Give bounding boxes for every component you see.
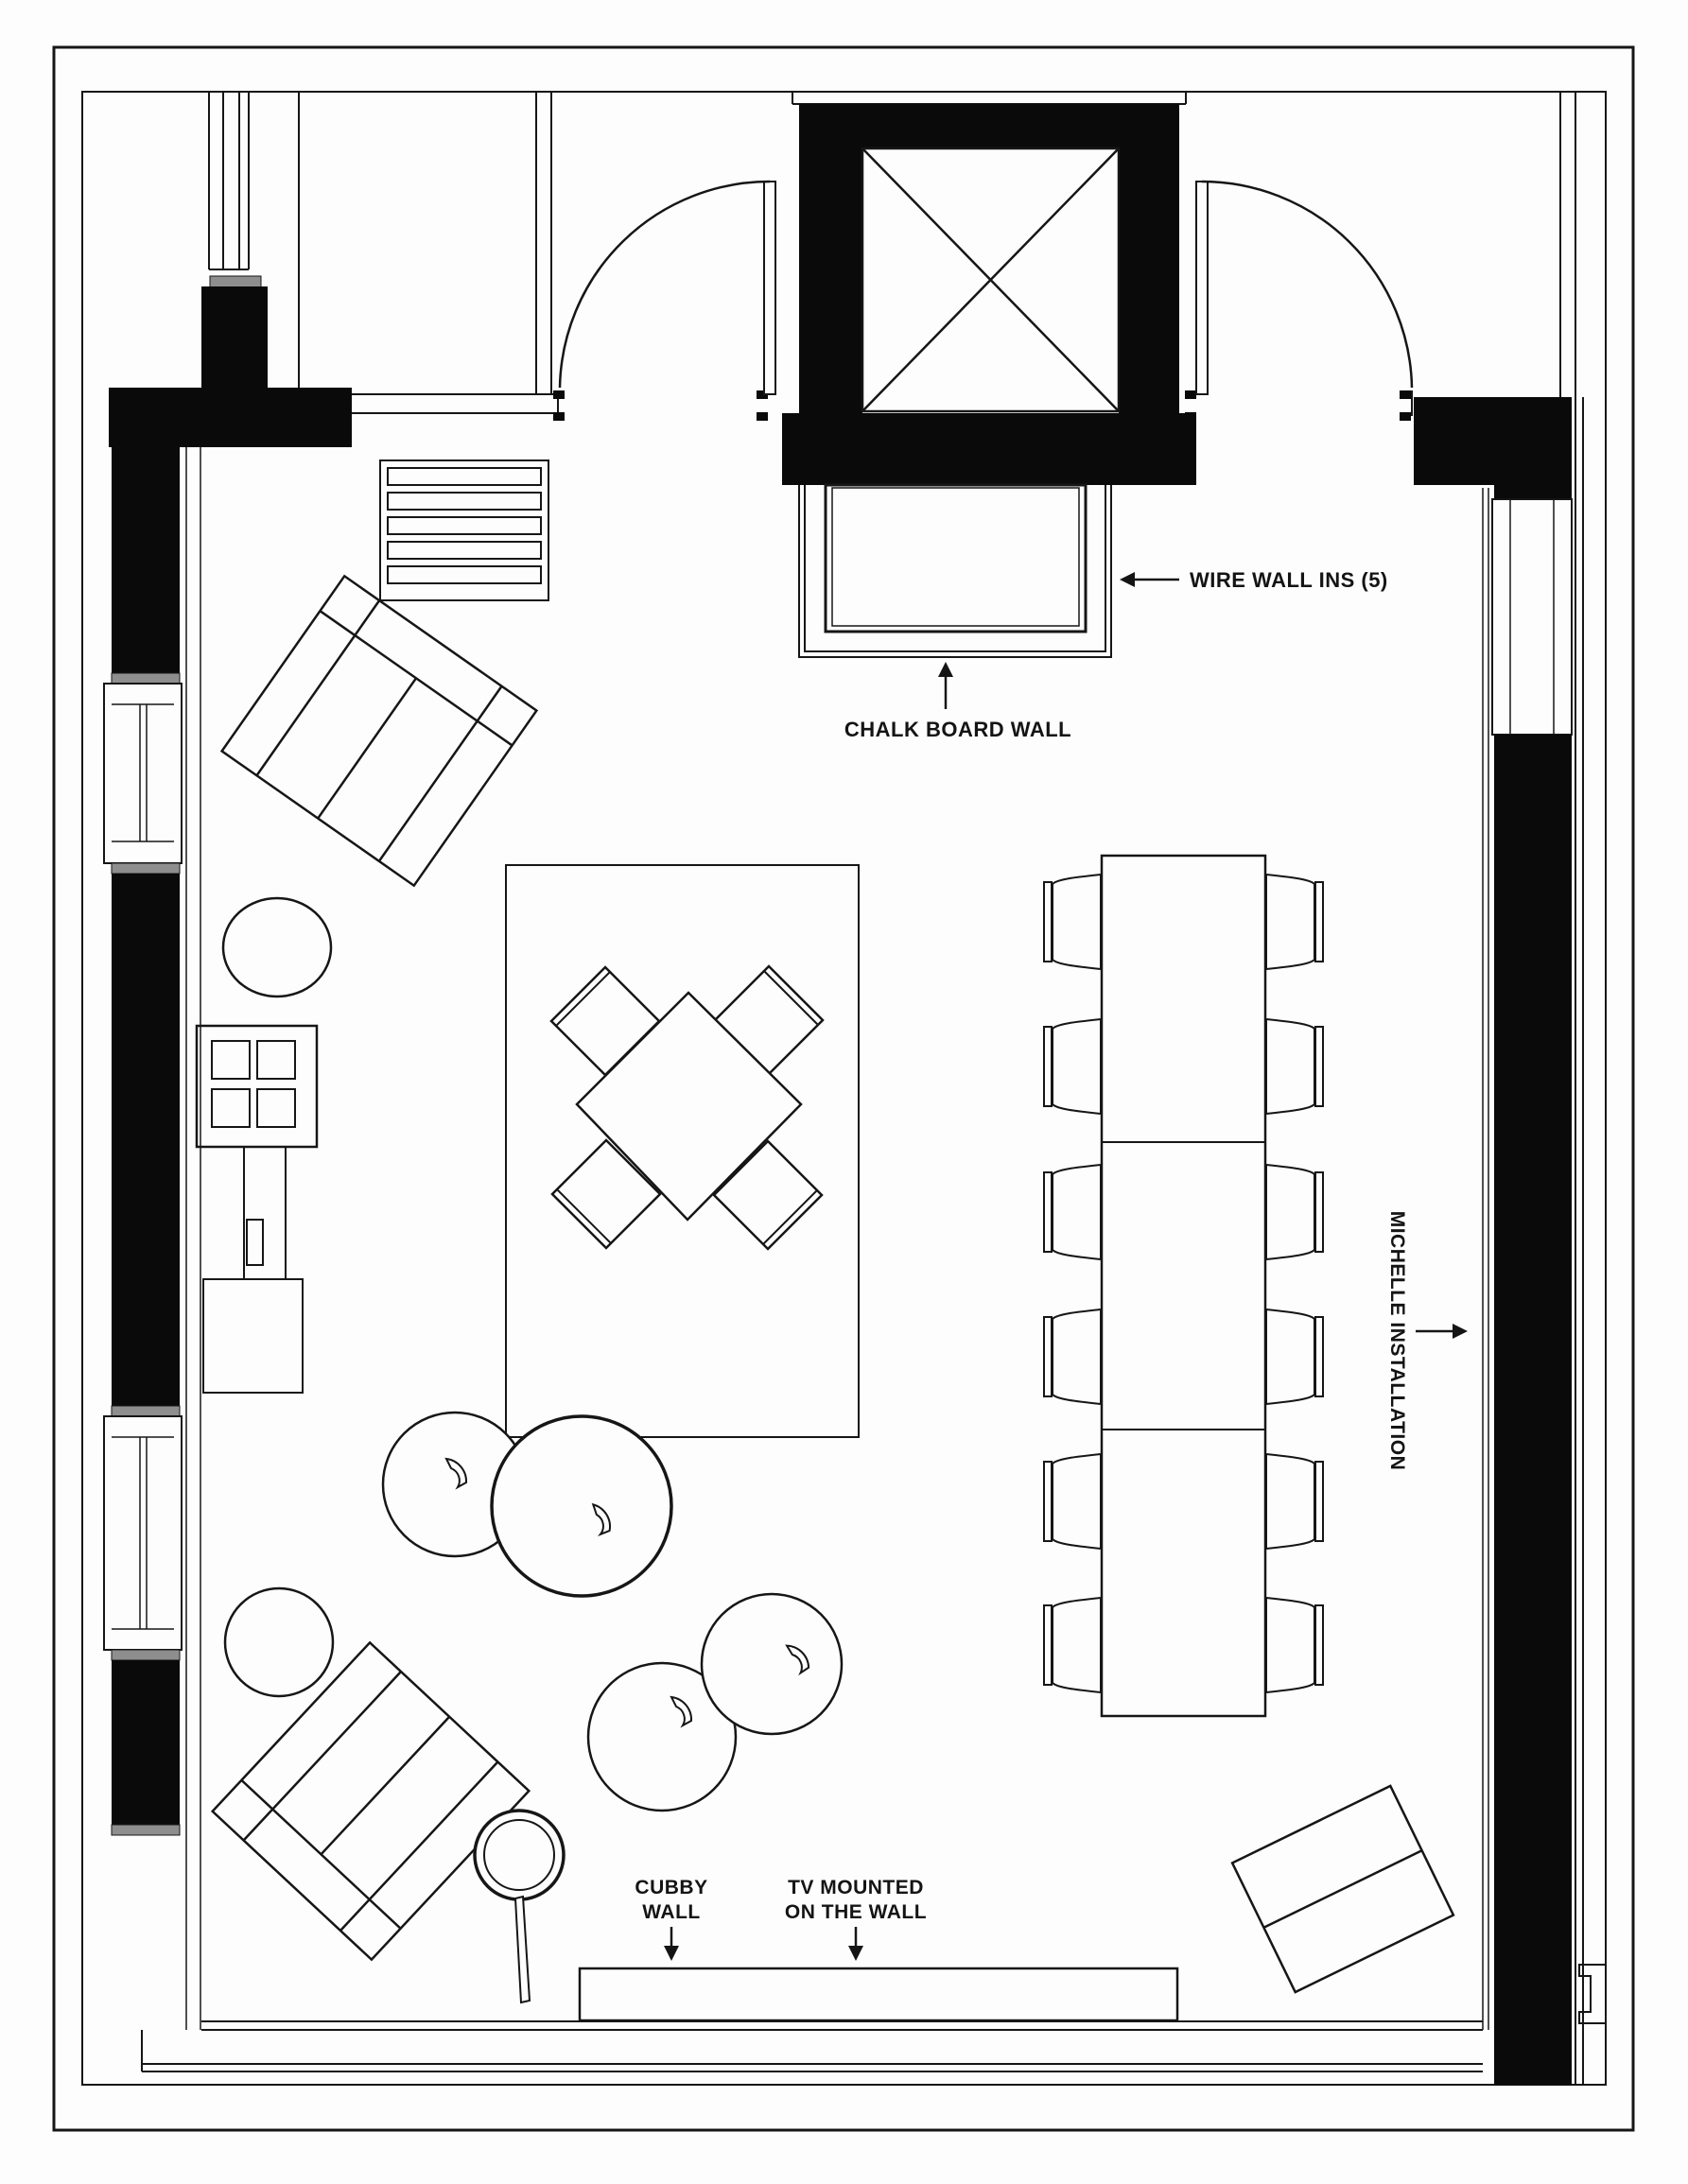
door-swing-right [1202,182,1412,388]
window-left-1 [104,684,182,863]
arrow-down-icon [848,1946,863,1961]
dining-chair [1266,1454,1323,1549]
wall-left-a [112,447,180,673]
chair-seat [1053,1165,1101,1259]
annotation-cubby-wall [635,1877,707,1961]
label-tv-wall-line1: TV MOUNTED [788,1877,924,1898]
pouf [225,1588,333,1696]
annotations [635,568,1468,1961]
dining-chair [1044,1454,1101,1549]
chair-seat [1053,875,1101,969]
jamb-notch [757,412,768,421]
lounge-group [506,865,859,1437]
chair-seat [1053,1454,1101,1549]
shaft-top-lines [792,92,1186,104]
pouf [492,1416,671,1596]
wall-face-lines-right [1483,488,1488,2030]
arrow-down-icon [664,1946,679,1961]
lamp-stem [515,1897,530,2002]
chalkboard-niche [799,485,1111,657]
label-michelle-installation: MICHELLE INSTALLATION [1386,1210,1408,1471]
chair-back [1315,1172,1323,1252]
chair-back [1044,1462,1052,1541]
chair-seat [1053,1309,1101,1404]
chair-back [764,971,818,1025]
slatted-unit [380,460,548,600]
annotation-chalk-board [844,662,1071,741]
cubby-pane [257,1041,295,1079]
long-table-group [1044,856,1323,1716]
wall-cap [112,673,180,684]
wall-band-left [109,388,352,447]
window-left-2 [104,1416,182,1650]
wall-right [1494,735,1572,2085]
arrow-left-icon [1120,572,1135,587]
wall-cap [112,1825,180,1835]
dining-chair [1266,1598,1323,1692]
label-chalk-board-wall: CHALK BOARD WALL [844,718,1072,741]
chalkboard-inner [832,488,1079,626]
chair-seat [1266,1165,1314,1259]
jamb-notch [553,390,565,399]
dining-chair [1044,875,1101,969]
wall-strip-left-door [536,92,551,394]
dining-chair [1266,1309,1323,1404]
chair-back [1044,1605,1052,1685]
chair-seat [1266,1598,1314,1692]
dining-chair [1044,1019,1101,1114]
dining-chair [1266,875,1323,969]
chair-back [1315,1462,1323,1541]
chair-back [1044,882,1052,962]
dining-chair [1266,1019,1323,1114]
door-swing-left [560,182,770,388]
chair-back [1044,1172,1052,1252]
window-frame [104,1416,182,1650]
chair-back [763,1190,817,1244]
wall-cap [112,1406,180,1416]
elevator-shaft [782,92,1411,485]
jamb-notch [1400,412,1411,421]
floor-lamp [475,1811,564,2002]
slatted-unit-frame [380,460,548,600]
door-leaf-right [1196,182,1208,394]
cubby-stem [244,1147,286,1279]
chair-seat [1266,875,1314,969]
cubby-pane [212,1041,250,1079]
shaft-wall-left [799,104,862,419]
cubby-unit [197,1026,317,1393]
chair-back [1315,1027,1323,1106]
slat [388,542,541,559]
arrow-right-icon [1453,1324,1468,1339]
dining-chair [1044,1598,1101,1692]
pouf [702,1594,842,1734]
chalkboard [826,485,1086,632]
label-cubby-wall-line2: WALL [642,1901,701,1923]
chair-back [1315,1317,1323,1396]
furniture [197,576,1453,2020]
wall-cap [112,1650,180,1660]
cubby-base [203,1279,303,1393]
wall-face-lines-left [186,447,200,2030]
cubby-pane [212,1089,250,1127]
slat [388,517,541,534]
sofa-top-left [222,576,537,885]
arrow-up-icon [938,662,953,677]
wall-lines-bottom [142,2021,1483,2071]
long-table [1102,856,1265,1716]
shaft-wall-right [1119,104,1179,419]
tv-cubby-wall [580,1968,1177,2020]
chair-back [557,1189,611,1243]
chair-seat [1053,1019,1101,1114]
bench-divider [1263,1850,1421,1928]
jamb-notch [1185,412,1196,421]
label-tv-wall-line2: ON THE WALL [784,1901,928,1923]
chair-seat [1266,1309,1314,1404]
annotation-tv-wall [785,1877,927,1961]
wall-left-c [112,1660,180,1825]
wall-cap [112,863,180,874]
bench-bottom-right [1232,1786,1453,1992]
round-table [223,898,331,997]
slat [388,566,541,583]
dining-chair [1266,1165,1323,1259]
label-cubby-wall-line1: CUBBY [635,1877,708,1898]
cubby-pane [257,1089,295,1127]
label-wire-wall: WIRE WALL INS (5) [1190,568,1388,592]
chair-back [1044,1317,1052,1396]
annotation-michelle [1386,1211,1468,1471]
chair-back [1315,1605,1323,1685]
window-frame [1492,499,1572,735]
chair-back [556,972,610,1026]
annotation-wire-wall [1120,568,1388,592]
chair-seat [1266,1454,1314,1549]
wall-left-b [112,874,180,1406]
wall-band-under-shaft [782,413,1196,485]
door-leaf-left [764,182,775,394]
wall-column [201,286,268,390]
wall-L-right-top [1414,397,1572,499]
sofa-cushions [222,576,537,885]
window-right [1492,499,1572,735]
chair-seat [1266,1019,1314,1114]
slat [388,468,541,485]
square-table [577,993,801,1220]
dining-chair [1044,1309,1101,1404]
jamb-notch [1400,390,1411,399]
dining-chair [1044,1165,1101,1259]
chair-back [1315,882,1323,962]
jamb-notch [1185,390,1196,399]
chair-seat [1053,1598,1101,1692]
lamp-shade [475,1811,564,1899]
chair-back [1044,1027,1052,1106]
stud-wall-left [352,394,558,413]
jamb-notch [553,412,565,421]
window-frame [104,684,182,863]
cubby-stem-detail [247,1220,263,1265]
slat [388,493,541,510]
poufs [225,1413,842,1811]
